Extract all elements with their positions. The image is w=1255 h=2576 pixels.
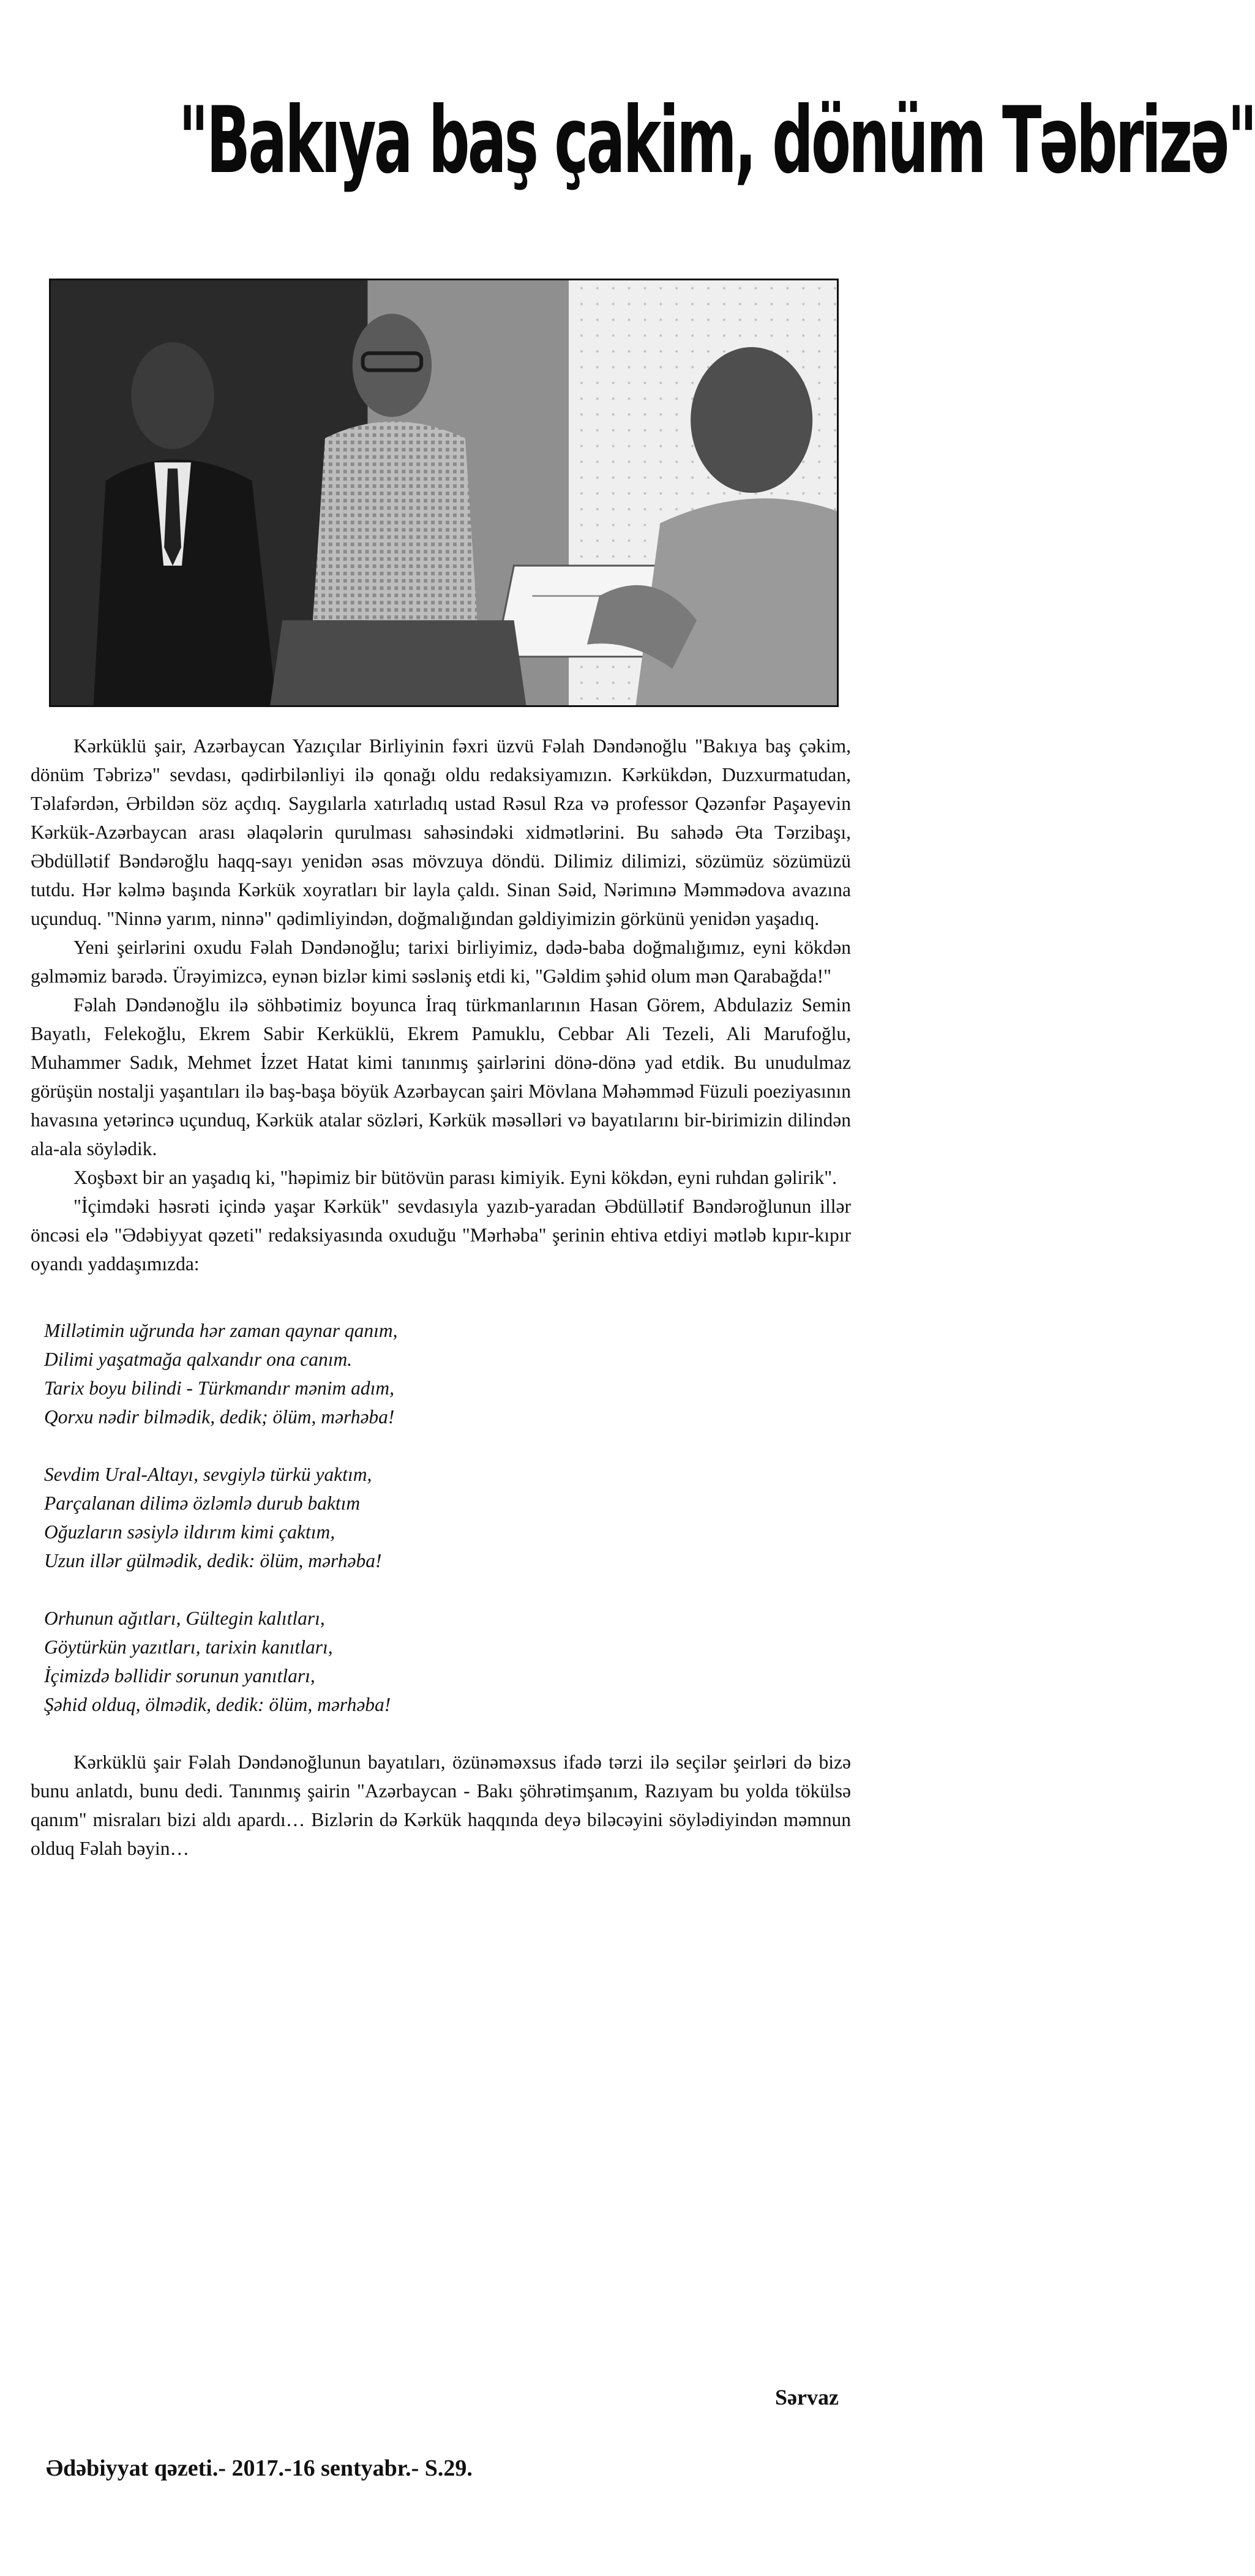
- poem-stanza: [31, 1604, 851, 1719]
- poem-line: Dilimi yaşatmağa qalxandır ona canım.: [44, 1349, 353, 1370]
- author-signature: Sərvaz: [775, 2385, 839, 2409]
- photo-three-men-talking: [51, 280, 837, 705]
- article-photo: [49, 279, 839, 707]
- paragraph: Kərküklü şair, Azərbaycan Yazıçılar Birliyinin fəxri üzvü Fəlah Dəndənoğlu "Bakıya baş çəkim, dönüm Təbrizə" sevdası, qədirbilənliyi ilə qonağı oldu redaksiyamızın. Kərkükdən, Duzxurmatudan, Təlafərdən, Ərbildən söz açdıq. Saygılarla xatırladıq ustad Rəsul Rza və professor Qəzənfər Paşayevin Kərkük-Azərbaycan arası əlaqələrin qurulması sahəsindəki xidmətlərini. Bu sahədə Əta Tərzibaşı, Əbdüllətif Bəndəroğlu haqq-sayı yenidən əsas mövzuya döndü. Dilimiz dilimizi, sözümüz sözümüzü tutdu. Hər kəlmə başında Kərkük xoyratları bir layla çaldı. Sinan Səid, Nərimınə Məmmədova avazına uçunduq. "Ninnə yarım, ninnə" qədimliyindən, doğmalığından gəldiyimizin görkünü yenidən yaşadıq.: [31, 735, 851, 929]
- paragraph: Yeni şeirlərini oxudu Fəlah Dəndənoğlu; tarixi birliyimiz, dədə-baba doğmalığımız, eyni kökdən gəlməmiz barədə. Ürəyimizcə, eynən bizlər kimi səsləniş etdi ki, "Gəldim şəhid olum mən Qarabağda!": [31, 937, 851, 987]
- poem-line: İçimizdə bəllidir sorunun yanıtları,: [44, 1665, 315, 1687]
- poem-line: Sevdim Ural-Altayı, sevgiylə türkü yaktım,: [44, 1464, 372, 1485]
- poem-line: Şəhid olduq, ölmədik, dedik: ölüm, mərhəba!: [44, 1694, 391, 1715]
- poem-line: Tarix boyu bilindi - Türkmandır mənim adım,: [44, 1377, 394, 1399]
- poem-line: Parçalanan dilimə özləmlə durub baktım: [44, 1492, 361, 1514]
- poem-line: Millətimin uğrunda hər zaman qaynar qanım,: [44, 1320, 398, 1341]
- article-body: [31, 732, 851, 1863]
- closing-paragraph: Kərküklü şair Fəlah Dəndənoğlunun bayatıları, özünəməxsus ifadə tərzi ilə seçilər şeirləri də bizə bunu anlatdı, bunu dedi. Tanınmış şairin "Azərbaycan - Bakı şöhrətimşanım, Razıyam bu yolda tökülsə qanım" misraları bizi aldı apardı… Bizlərin də Kərkük haqqında deyə biləcəyini söylədiyindən məmnun olduq Fəlah bəyin…: [31, 1751, 851, 1859]
- paragraph: "İçimdəki həsrəti içində yaşar Kərkük" sevdasıyla yazıb-yaradan Əbdüllətif Bəndəroğlunun illər öncəsi elə "Ədəbiyyat qəzeti" redaksiyasında oxuduğu "Mərhəba" şerinin ehtiva etdiyi mətləb kıpır-kıpır oyandı yaddaşımızda:: [31, 1196, 851, 1275]
- article-headline: "Bakıya baş çakim, dönüm Təbrizə": [178, 88, 1255, 194]
- poem-stanza: [31, 1460, 851, 1575]
- poem-line: Qorxu nədir bilmədik, dedik; ölüm, mərhəba!: [44, 1406, 395, 1428]
- poem-line: Uzun illər gülmədik, dedik: ölüm, mərhəba!: [44, 1550, 382, 1571]
- poem-line: Göytürkün yazıtları, tarixin kanıtları,: [44, 1636, 333, 1658]
- paragraph: Fəlah Dəndənoğlu ilə söhbətimiz boyunca İraq türkmanlarının Hasan Görem, Abdulaziz Semin Bayatlı, Felekoğlu, Ekrem Sabir Kerküklü, Ekrem Pamuklu, Cebbar Ali Tezeli, Ali Marufoğlu, Muhammer Sadık, Mehmet İzzet Hatat kimi tanınmış şairlərini dönə-dönə yad etdik. Bu unudulmaz görüşün nostalji yaşantıları ilə baş-başa böyük Azərbaycan şairi Mövlana Məhəmməd Füzuli poeziyasının havasına yetərincə uçunduq, Kərkük atalar sözləri, Kərkük məsəlləri və bayatılarını bir-birimizin dilindən ala-ala söylədik.: [31, 994, 851, 1159]
- poem-stanza: [31, 1316, 851, 1431]
- poem: [31, 1316, 851, 1719]
- source-citation: Ədəbiyyat qəzeti.- 2017.-16 sentyabr.- S.29.: [46, 2455, 473, 2481]
- poem-line: Oğuzların səsiylə ildırım kimi çaktım,: [44, 1521, 335, 1543]
- poem-line: Orhunun ağıtları, Gültegin kalıtları,: [44, 1608, 325, 1629]
- paragraph: Xoşbəxt bir an yaşadıq ki, "həpimiz bir bütövün parası kimiyik. Eyni kökdən, eyni ruhdan gəlirik".: [73, 1167, 837, 1188]
